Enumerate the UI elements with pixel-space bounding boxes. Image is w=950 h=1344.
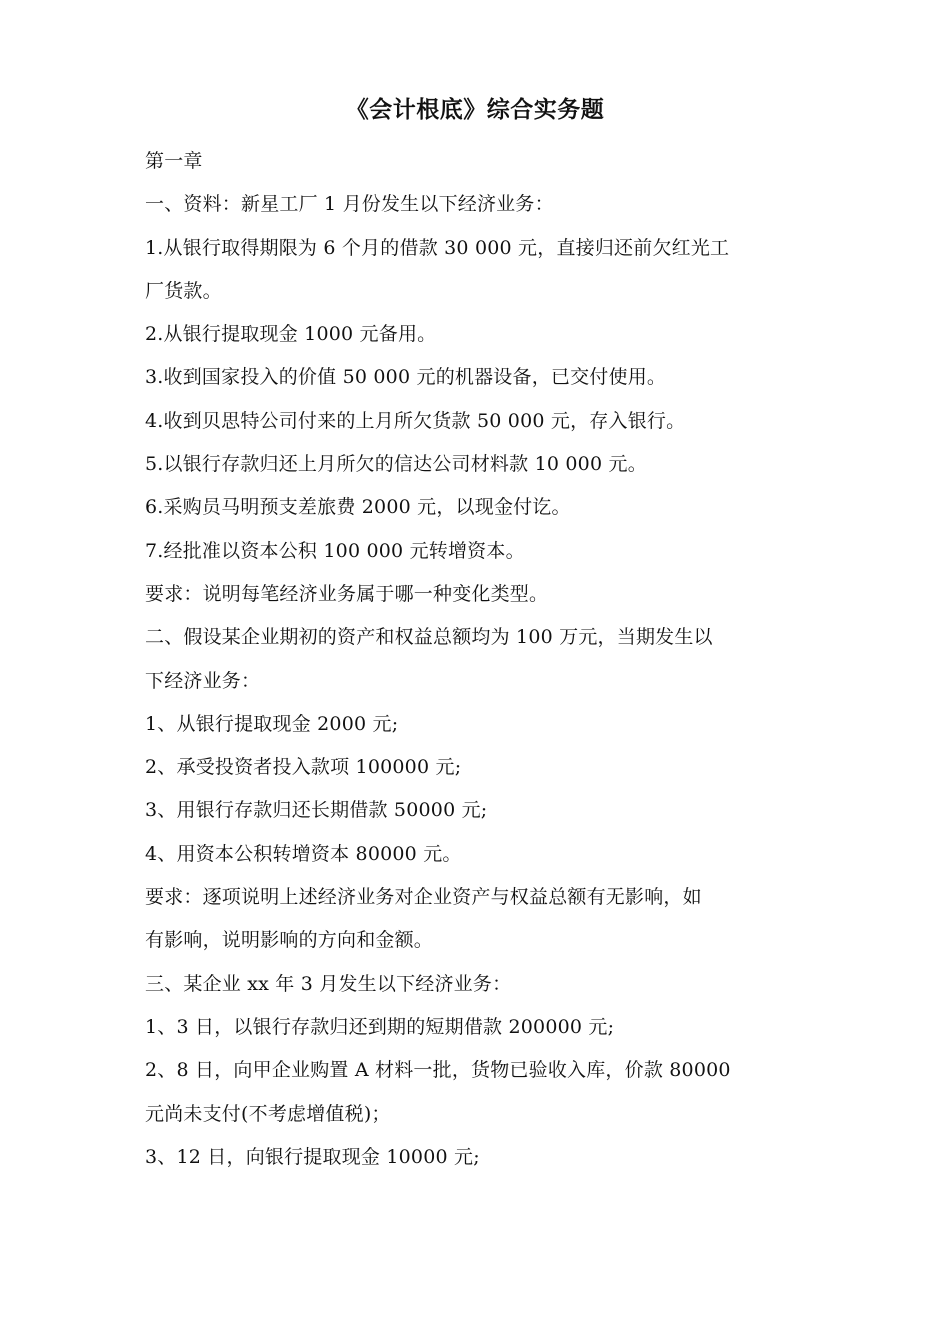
paragraph-line: 7.经批准以资本公积 100 000 元转增资本。 — [145, 539, 525, 562]
paragraph-line: 4.收到贝思特公司付来的上月所欠货款 50 000 元，存入银行。 — [145, 409, 686, 432]
paragraph-line: 1、从银行提取现金 2000 元; — [145, 712, 399, 735]
paragraph-line: 4、用资本公积转增资本 80000 元。 — [145, 842, 462, 865]
paragraph-line: 2.从银行提取现金 1000 元备用。 — [145, 323, 437, 346]
paragraph-line: 5.以银行存款归还上月所欠的信达公司材料款 10 000 元。 — [145, 453, 647, 476]
chapter-heading: 第一章 — [145, 150, 203, 172]
paragraph-line: 厂货款。 — [145, 279, 222, 302]
paragraph-line: 3、用银行存款归还长期借款 50000 元; — [145, 799, 488, 822]
paragraph-line: 有影响，说明影响的方向和金额。 — [145, 929, 434, 952]
section-heading: 一、资料：新星工厂 1 月份发生以下经济业务： — [145, 193, 554, 216]
section-heading: 二、假设某企业期初的资产和权益总额均为 100 万元，当期发生以 — [145, 626, 713, 649]
paragraph-line: 3、12 日，向银行提取现金 10000 元; — [145, 1145, 480, 1168]
paragraph-line: 6.采购员马明预支差旅费 2000 元，以现金付讫。 — [145, 496, 571, 519]
paragraph-line: 1.从银行取得期限为 6 个月的借款 30 000 元，直接归还前欠红光工 — [145, 236, 730, 259]
requirement-line: 要求：逐项说明上述经济业务对企业资产与权益总额有无影响，如 — [145, 886, 702, 909]
document-title: 《会计根底》综合实务题 — [345, 96, 605, 123]
paragraph-line: 元尚未支付(不考虑增值税)； — [145, 1102, 391, 1125]
paragraph-line: 2、8 日，向甲企业购置 A 材料一批，货物已验收入库，价款 80000 — [145, 1059, 731, 1082]
section-heading: 三、某企业 xx 年 3 月发生以下经济业务： — [145, 972, 512, 995]
requirement-line: 要求：说明每笔经济业务属于哪一种变化类型。 — [145, 582, 549, 605]
document-body — [145, 140, 810, 1179]
paragraph-line: 2、承受投资者投入款项 100000 元; — [145, 756, 462, 779]
paragraph-line: 1、3 日，以银行存款归还到期的短期借款 200000 元; — [145, 1015, 615, 1038]
paragraph-line: 3.收到国家投入的价值 50 000 元的机器设备，已交付使用。 — [145, 366, 667, 389]
paragraph-line: 下经济业务： — [145, 669, 261, 692]
